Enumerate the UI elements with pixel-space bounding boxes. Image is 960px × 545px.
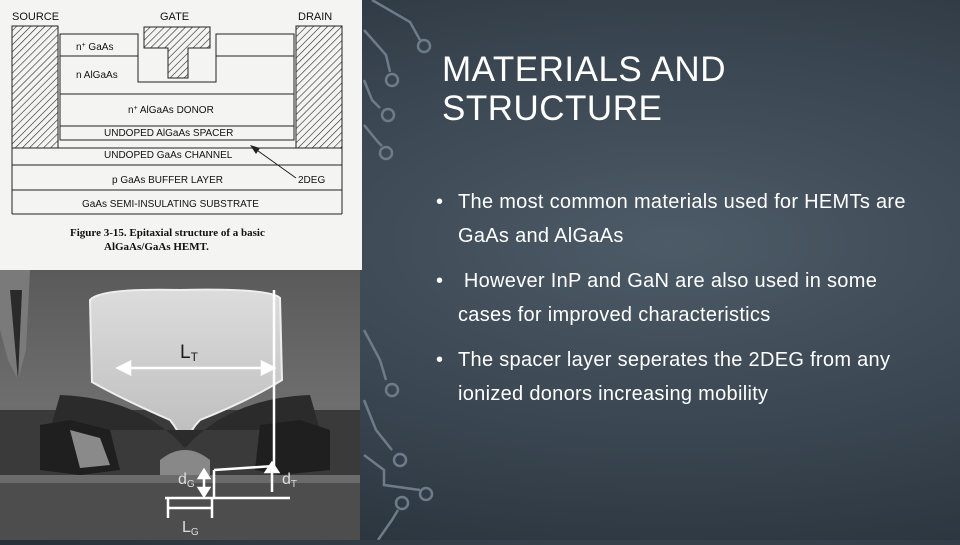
- bullet-item: [436, 185, 906, 253]
- circuit-node-icon: [386, 74, 398, 86]
- circuit-node-icon: [386, 384, 398, 396]
- circuit-node-icon: [396, 497, 408, 509]
- sem-cross-section-image: [0, 270, 360, 540]
- bullet-text: However InP and GaN are also used in some cases for improved characteristics: [458, 270, 883, 326]
- n-plus-gaas-label: n+ GaAs: [76, 41, 114, 53]
- drain-label: DRAIN: [298, 11, 333, 23]
- bullet-dot-icon: •: [436, 349, 444, 371]
- bullet-dot-icon: •: [436, 270, 444, 292]
- twodeg-label: 2DEG: [298, 175, 326, 186]
- circuit-line: [364, 330, 386, 380]
- gate-label: GATE: [160, 11, 190, 23]
- channel-label: UNDOPED GaAs CHANNEL: [104, 150, 233, 161]
- circuit-line: [378, 510, 398, 540]
- circuit-node-icon: [382, 109, 394, 121]
- n-algaas-label: n AlGaAs: [76, 70, 118, 81]
- bullet-item: [436, 264, 906, 332]
- lt-label: LT: [180, 342, 198, 364]
- source-contact: [12, 26, 58, 148]
- circuit-line: [364, 125, 382, 146]
- circuit-node-icon: [418, 40, 430, 52]
- circuit-node-icon: [420, 488, 432, 500]
- twodeg-arrow: [254, 148, 296, 178]
- figure-caption-line1: Figure 3-15. Epitaxial structure of a basic: [70, 227, 265, 239]
- source-label: SOURCE: [12, 11, 60, 23]
- figure-caption-line2: AlGaAs/GaAs HEMT.: [104, 241, 209, 253]
- bullet-dot-icon: •: [436, 191, 444, 213]
- gate-contact: [144, 27, 210, 78]
- lg-label: LG: [182, 519, 199, 538]
- circuit-line: [364, 400, 392, 450]
- substrate-label: GaAs SEMI-INSULATING SUBSTRATE: [82, 199, 259, 210]
- bullet-text: The spacer layer seperates the 2DEG from any ionized donors increasing mobility: [458, 349, 891, 405]
- n-plus-gaas-right: [216, 34, 294, 56]
- circuit-node-icon: [380, 147, 392, 159]
- circuit-line: [364, 455, 420, 490]
- donor-label: n+ AlGaAs DONOR: [128, 104, 214, 116]
- bullet-text: The most common materials used for HEMTs are GaAs and AlGaAs: [458, 191, 906, 247]
- circuit-line: [364, 80, 380, 108]
- bullet-item: [436, 343, 906, 411]
- buffer-label: p GaAs BUFFER LAYER: [112, 175, 223, 186]
- spacer-label: UNDOPED AlGaAs SPACER: [104, 128, 234, 139]
- hemt-structure-figure: [0, 0, 362, 270]
- dg-label: dG: [178, 471, 195, 490]
- circuit-line: [372, 0, 420, 40]
- slide-title: MATERIALS AND STRUCTURE: [442, 50, 726, 128]
- drain-contact: [296, 26, 342, 148]
- sem-cross-section-figure: [0, 270, 360, 540]
- hemt-structure-diagram: [0, 0, 362, 270]
- circuit-node-icon: [394, 454, 406, 466]
- bullet-list: [436, 185, 906, 422]
- circuit-line: [364, 30, 390, 72]
- dt-label: dT: [282, 471, 298, 490]
